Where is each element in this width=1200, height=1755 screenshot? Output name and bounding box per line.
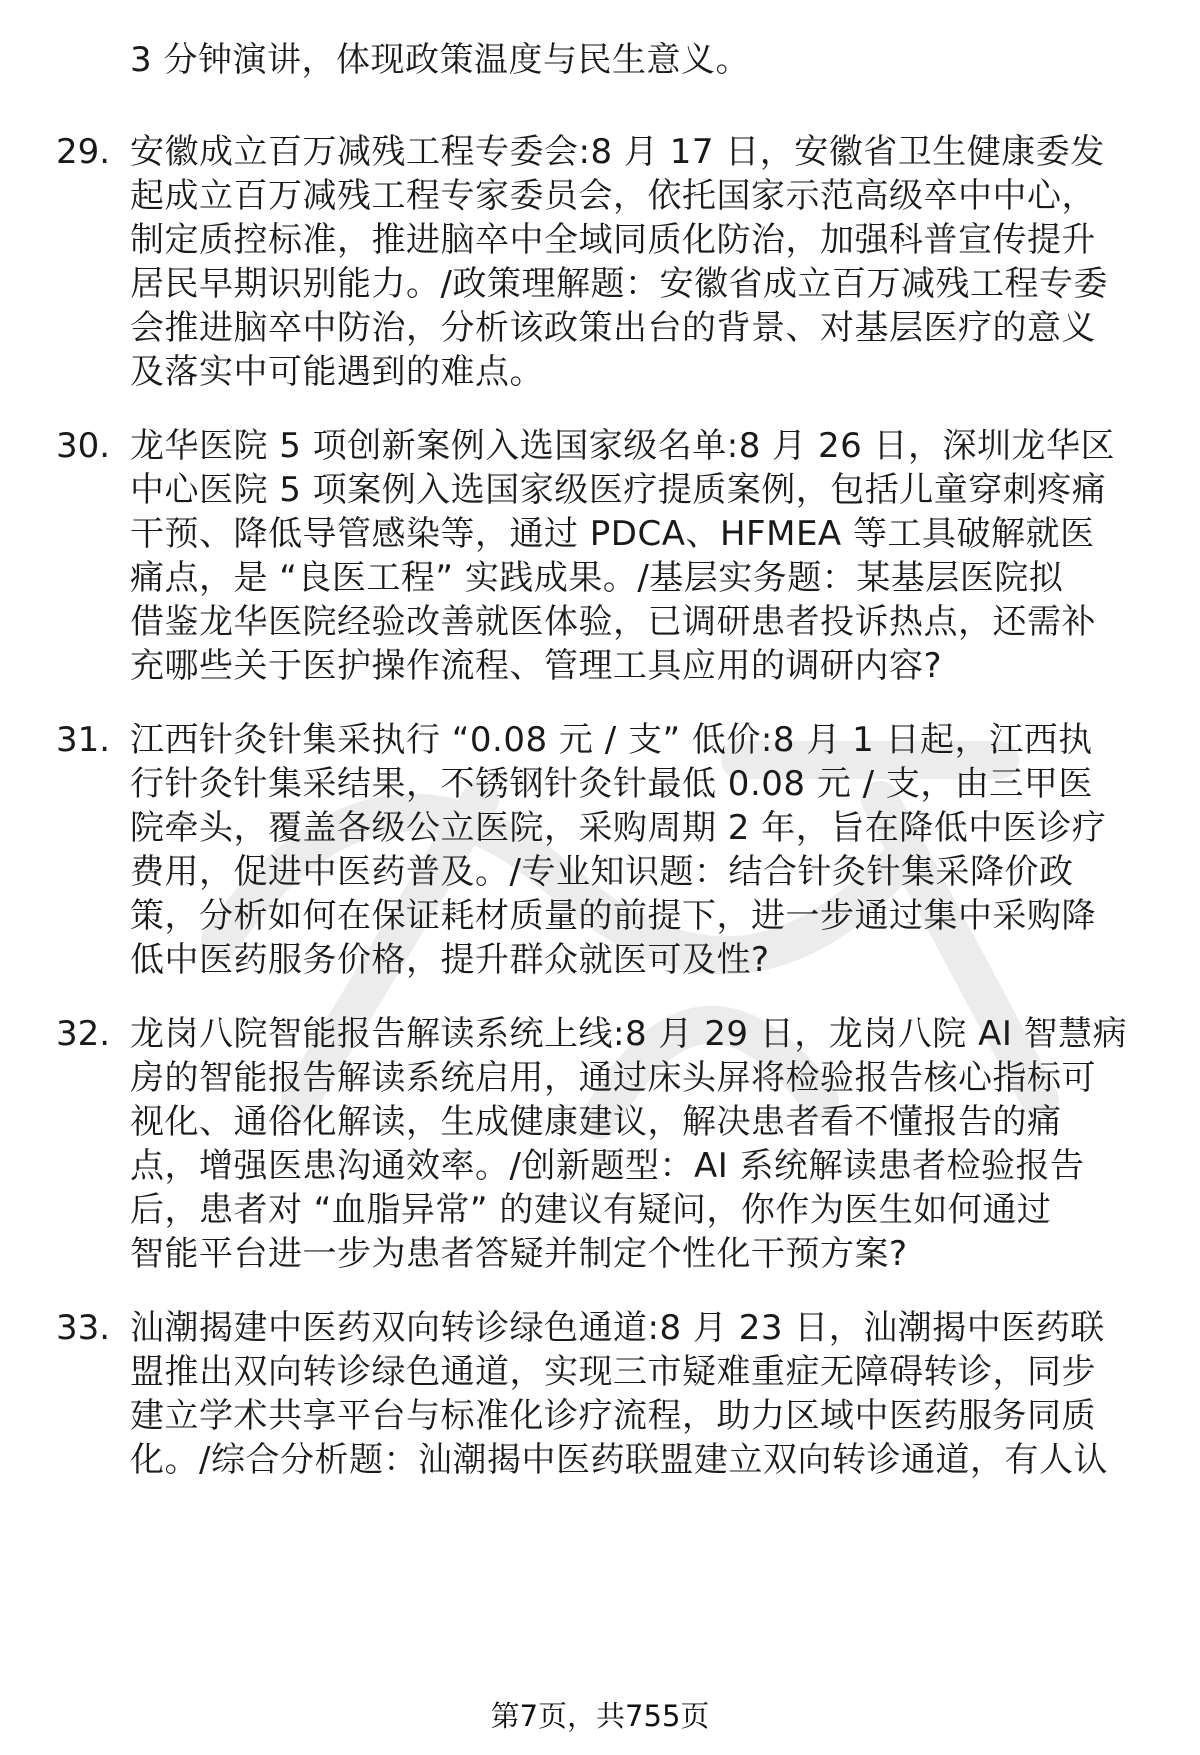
item-text-line: 智能平台进一步为患者答疑并制定个性化干预方案? bbox=[130, 1234, 908, 1274]
item-text-line: 房的智能报告解读系统启用，通过床头屏将检验报告核心指标可 bbox=[130, 1058, 1096, 1098]
item-text-line: 盟推出双向转诊绿色通道，实现三市疑难重症无障碍转诊，同步 bbox=[130, 1352, 1096, 1392]
item-number: 30. bbox=[56, 426, 111, 466]
item-text-line: 建立学术共享平台与标准化诊疗流程，助力区域中医药服务同质 bbox=[130, 1396, 1096, 1436]
item-text-line: 龙岗八院智能报告解读系统上线:8 月 29 日，龙岗八院 AI 智慧病 bbox=[130, 1014, 1128, 1054]
continued-text-line: 3 分钟演讲，体现政策温度与民生意义。 bbox=[130, 40, 750, 80]
item-text-line: 院牵头，覆盖各级公立医院，采购周期 2 年，旨在降低中医诊疗 bbox=[130, 808, 1107, 848]
item-text-line: 会推进脑卒中防治，分析该政策出台的背景、对基层医疗的意义 bbox=[130, 308, 1096, 348]
item-text-line: 居民早期识别能力。/政策理解题：安徽省成立百万减残工程专委 bbox=[130, 264, 1108, 304]
item-text-line: 费用，促进中医药普及。/专业知识题：结合针灸针集采降价政 bbox=[130, 852, 1074, 892]
item-text-line: 安徽成立百万减残工程专委会:8 月 17 日，安徽省卫生健康委发 bbox=[130, 132, 1105, 172]
item-text-line: 充哪些关于医护操作流程、管理工具应用的调研内容? bbox=[130, 646, 943, 686]
item-text-line: 视化、通俗化解读，生成健康建议，解决患者看不懂报告的痛 bbox=[130, 1102, 1062, 1142]
item-number: 31. bbox=[56, 720, 111, 760]
item-text-line: 化。/综合分析题：汕潮揭中医药联盟建立双向转诊通道，有人认 bbox=[130, 1440, 1108, 1480]
item-text-line: 中心医院 5 项案例入选国家级医疗提质案例，包括儿童穿刺疼痛 bbox=[130, 470, 1107, 510]
item-text-line: 制定质控标准，推进脑卒中全域同质化防治，加强科普宣传提升 bbox=[130, 220, 1096, 260]
item-text-line: 低中医药服务价格，提升群众就医可及性? bbox=[130, 940, 770, 980]
item-number: 29. bbox=[56, 132, 111, 172]
item-text-line: 及落实中可能遇到的难点。 bbox=[130, 352, 544, 392]
item-text-line: 借鉴龙华医院经验改善就医体验，已调研患者投诉热点，还需补 bbox=[130, 602, 1096, 642]
item-text-line: 后，患者对 “血脂异常” 的建议有疑问，你作为医生如何通过 bbox=[130, 1190, 1052, 1230]
item-text-line: 策，分析如何在保证耗材质量的前提下，进一步通过集中采购降 bbox=[130, 896, 1096, 936]
item-number: 32. bbox=[56, 1014, 111, 1054]
item-text-line: 江西针灸针集采执行 “0.08 元 / 支” 低价:8 月 1 日起，江西执 bbox=[130, 720, 1093, 760]
item-text-line: 点，增强医患沟通效率。/创新题型：AI 系统解读患者检验报告 bbox=[130, 1146, 1085, 1186]
item-text-line: 行针灸针集采结果，不锈钢针灸针最低 0.08 元 / 支，由三甲医 bbox=[130, 764, 1093, 804]
item-text-line: 龙华医院 5 项创新案例入选国家级名单:8 月 26 日，深圳龙华区 bbox=[130, 426, 1116, 466]
item-number: 33. bbox=[56, 1308, 111, 1348]
item-text-line: 汕潮揭建中医药双向转诊绿色通道:8 月 23 日，汕潮揭中医药联 bbox=[130, 1308, 1105, 1348]
item-text-line: 干预、降低导管感染等，通过 PDCA、HFMEA 等工具破解就医 bbox=[130, 514, 1095, 554]
item-text-line: 痛点，是 “良医工程” 实践成果。/基层实务题：某基层医院拟 bbox=[130, 558, 1064, 598]
item-text-line: 起成立百万减残工程专家委员会，依托国家示范高级卒中中心， bbox=[130, 176, 1096, 216]
page-number-footer: 第7页，共755页 bbox=[490, 1699, 710, 1733]
